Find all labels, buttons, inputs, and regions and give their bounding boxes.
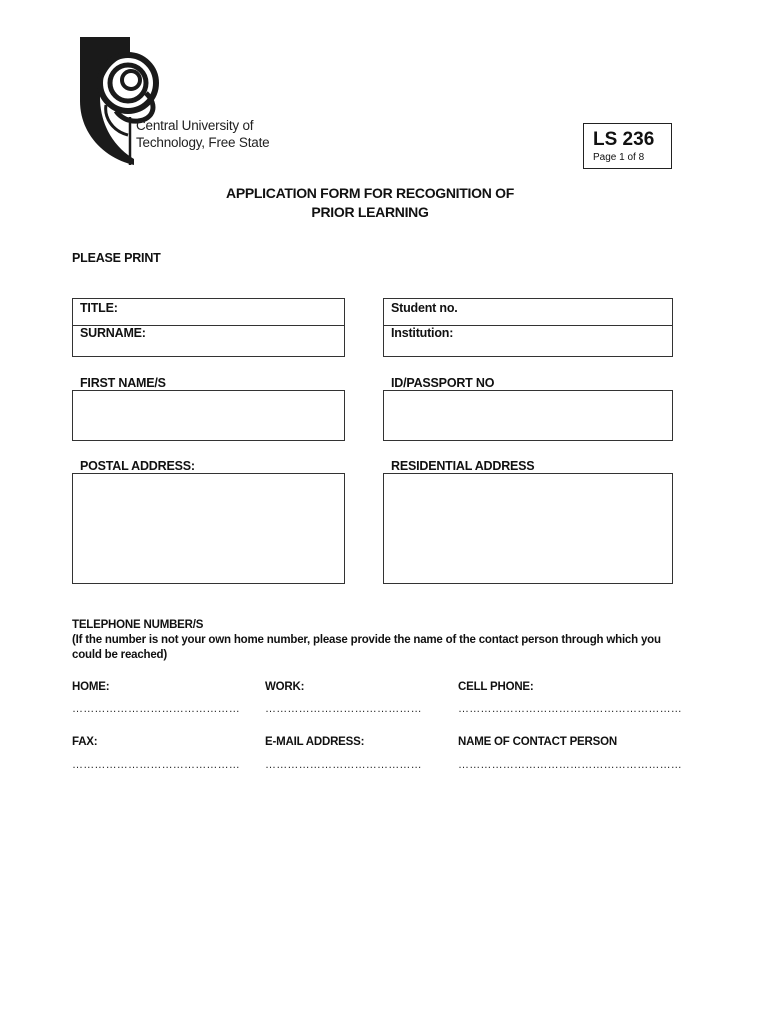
university-name-line1: Central University of	[136, 118, 254, 133]
institution-label: Institution:	[391, 326, 454, 340]
form-code: LS 236	[593, 129, 655, 150]
university-name	[136, 117, 269, 151]
first-names-label: FIRST NAME/S	[80, 376, 166, 390]
cell-phone-field[interactable]: ……………………………………………………	[458, 703, 682, 715]
postal-address-label: POSTAL ADDRESS:	[80, 459, 195, 473]
title-input[interactable]	[160, 300, 340, 322]
fax-number-field[interactable]: ………………………………………	[72, 759, 240, 771]
form-title-line1: APPLICATION FORM FOR RECOGNITION OF	[226, 185, 514, 201]
telephone-heading: TELEPHONE NUMBER/S	[72, 619, 204, 631]
work-number-field[interactable]: ……………………………………	[265, 703, 422, 715]
university-name-line2: Technology, Free State	[136, 135, 270, 150]
page-indicator: Page 1 of 8	[593, 152, 645, 163]
residential-address-input[interactable]	[383, 473, 673, 584]
email-field[interactable]: ……………………………………	[265, 759, 422, 771]
please-print-instruction: PLEASE PRINT	[72, 251, 161, 265]
surname-label: SURNAME:	[80, 326, 146, 340]
institution-input[interactable]	[480, 326, 668, 354]
email-label: E-MAIL ADDRESS:	[265, 736, 365, 748]
id-passport-label: ID/PASSPORT NO	[391, 376, 495, 390]
home-number-field[interactable]: ………………………………………	[72, 703, 240, 715]
id-passport-input[interactable]	[383, 390, 673, 441]
student-no-label: Student no.	[391, 301, 458, 315]
title-label: TITLE:	[80, 301, 118, 315]
telephone-note: (If the number is not your own home number, please provide the name of the contact person through which you could be reached)	[72, 634, 661, 661]
first-names-input[interactable]	[72, 390, 345, 441]
cell-phone-label: CELL PHONE:	[458, 681, 534, 693]
contact-person-label: NAME OF CONTACT PERSON	[458, 736, 617, 748]
surname-input[interactable]	[160, 326, 340, 354]
student-no-input[interactable]	[480, 300, 668, 322]
home-label: HOME:	[72, 681, 110, 693]
residential-address-label: RESIDENTIAL ADDRESS	[391, 459, 535, 473]
form-code-box	[583, 123, 672, 169]
form-title-line2: PRIOR LEARNING	[311, 204, 429, 220]
fax-label: FAX:	[72, 736, 98, 748]
work-label: WORK:	[265, 681, 305, 693]
contact-person-field[interactable]: ……………………………………………………	[458, 759, 682, 771]
postal-address-input[interactable]	[72, 473, 345, 584]
